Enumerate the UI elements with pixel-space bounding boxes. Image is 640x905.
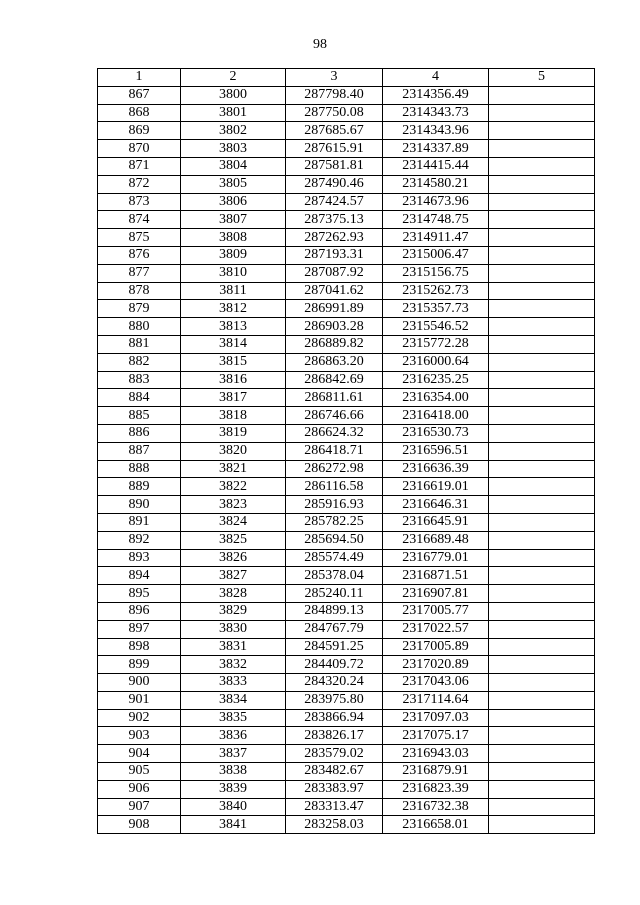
cell-point-number: 907 [98, 798, 181, 816]
cell-vertex-id: 3824 [181, 513, 286, 531]
table-row [98, 140, 595, 158]
table-row [98, 86, 595, 104]
cell-coordinate-x: 286991.89 [286, 300, 383, 318]
cell-vertex-id: 3807 [181, 211, 286, 229]
cell-note [489, 620, 595, 638]
cell-coordinate-y: 2314748.75 [383, 211, 489, 229]
cell-vertex-id: 3818 [181, 407, 286, 425]
cell-point-number: 884 [98, 389, 181, 407]
cell-vertex-id: 3823 [181, 496, 286, 514]
cell-vertex-id: 3839 [181, 780, 286, 798]
cell-point-number: 900 [98, 674, 181, 692]
cell-note [489, 389, 595, 407]
table-row [98, 602, 595, 620]
header-col-3: 3 [286, 69, 383, 87]
cell-coordinate-y: 2314673.96 [383, 193, 489, 211]
cell-coordinate-x: 286811.61 [286, 389, 383, 407]
table-row [98, 513, 595, 531]
cell-vertex-id: 3802 [181, 122, 286, 140]
cell-coordinate-y: 2315772.28 [383, 335, 489, 353]
cell-note [489, 424, 595, 442]
table-row [98, 780, 595, 798]
cell-coordinate-x: 287262.93 [286, 229, 383, 247]
cell-note [489, 104, 595, 122]
table-row [98, 691, 595, 709]
cell-point-number: 873 [98, 193, 181, 211]
cell-note [489, 229, 595, 247]
cell-coordinate-y: 2314415.44 [383, 157, 489, 175]
cell-vertex-id: 3808 [181, 229, 286, 247]
cell-coordinate-y: 2314337.89 [383, 140, 489, 158]
table-row [98, 709, 595, 727]
cell-coordinate-y: 2317005.89 [383, 638, 489, 656]
cell-note [489, 478, 595, 496]
cell-point-number: 906 [98, 780, 181, 798]
cell-coordinate-x: 286842.69 [286, 371, 383, 389]
cell-coordinate-y: 2317097.03 [383, 709, 489, 727]
table-row [98, 674, 595, 692]
cell-vertex-id: 3817 [181, 389, 286, 407]
cell-point-number: 891 [98, 513, 181, 531]
cell-coordinate-x: 283313.47 [286, 798, 383, 816]
cell-vertex-id: 3803 [181, 140, 286, 158]
cell-point-number: 871 [98, 157, 181, 175]
table-row [98, 282, 595, 300]
cell-point-number: 902 [98, 709, 181, 727]
table-header [98, 69, 595, 87]
cell-coordinate-y: 2316823.39 [383, 780, 489, 798]
cell-point-number: 867 [98, 86, 181, 104]
cell-coordinate-y: 2316354.00 [383, 389, 489, 407]
cell-coordinate-y: 2317022.57 [383, 620, 489, 638]
cell-point-number: 905 [98, 763, 181, 781]
cell-note [489, 798, 595, 816]
cell-point-number: 883 [98, 371, 181, 389]
cell-vertex-id: 3840 [181, 798, 286, 816]
cell-vertex-id: 3811 [181, 282, 286, 300]
cell-note [489, 86, 595, 104]
cell-vertex-id: 3816 [181, 371, 286, 389]
cell-coordinate-x: 283258.03 [286, 816, 383, 834]
cell-vertex-id: 3833 [181, 674, 286, 692]
cell-coordinate-y: 2315357.73 [383, 300, 489, 318]
cell-note [489, 264, 595, 282]
cell-vertex-id: 3831 [181, 638, 286, 656]
cell-coordinate-y: 2316779.01 [383, 549, 489, 567]
cell-coordinate-x: 287490.46 [286, 175, 383, 193]
cell-note [489, 602, 595, 620]
cell-vertex-id: 3825 [181, 531, 286, 549]
cell-coordinate-y: 2314343.96 [383, 122, 489, 140]
cell-point-number: 896 [98, 602, 181, 620]
cell-coordinate-y: 2314356.49 [383, 86, 489, 104]
cell-point-number: 879 [98, 300, 181, 318]
cell-coordinate-y: 2317114.64 [383, 691, 489, 709]
cell-coordinate-x: 284409.72 [286, 656, 383, 674]
cell-coordinate-x: 283579.02 [286, 745, 383, 763]
cell-note [489, 460, 595, 478]
cell-coordinate-x: 286624.32 [286, 424, 383, 442]
cell-coordinate-x: 286863.20 [286, 353, 383, 371]
cell-point-number: 888 [98, 460, 181, 478]
cell-coordinate-y: 2316871.51 [383, 567, 489, 585]
cell-point-number: 892 [98, 531, 181, 549]
cell-coordinate-x: 287798.40 [286, 86, 383, 104]
cell-vertex-id: 3813 [181, 318, 286, 336]
cell-point-number: 880 [98, 318, 181, 336]
cell-point-number: 874 [98, 211, 181, 229]
header-col-4: 4 [383, 69, 489, 87]
cell-note [489, 442, 595, 460]
table-row [98, 442, 595, 460]
table-row [98, 816, 595, 834]
cell-point-number: 870 [98, 140, 181, 158]
cell-vertex-id: 3832 [181, 656, 286, 674]
cell-coordinate-x: 286418.71 [286, 442, 383, 460]
cell-coordinate-x: 283482.67 [286, 763, 383, 781]
cell-point-number: 875 [98, 229, 181, 247]
cell-vertex-id: 3821 [181, 460, 286, 478]
cell-coordinate-y: 2314580.21 [383, 175, 489, 193]
cell-coordinate-y: 2316619.01 [383, 478, 489, 496]
table-row [98, 638, 595, 656]
cell-coordinate-x: 285916.93 [286, 496, 383, 514]
cell-coordinate-x: 283383.97 [286, 780, 383, 798]
cell-coordinate-y: 2316636.39 [383, 460, 489, 478]
table-row [98, 478, 595, 496]
cell-coordinate-y: 2316646.31 [383, 496, 489, 514]
cell-vertex-id: 3814 [181, 335, 286, 353]
cell-point-number: 885 [98, 407, 181, 425]
cell-note [489, 638, 595, 656]
cell-coordinate-y: 2315262.73 [383, 282, 489, 300]
cell-coordinate-x: 285574.49 [286, 549, 383, 567]
table-row [98, 157, 595, 175]
table-body [98, 86, 595, 833]
cell-vertex-id: 3826 [181, 549, 286, 567]
cell-vertex-id: 3829 [181, 602, 286, 620]
cell-coordinate-x: 287615.91 [286, 140, 383, 158]
cell-coordinate-y: 2316596.51 [383, 442, 489, 460]
table-row [98, 798, 595, 816]
table-row [98, 193, 595, 211]
cell-note [489, 567, 595, 585]
cell-coordinate-y: 2317005.77 [383, 602, 489, 620]
cell-note [489, 282, 595, 300]
table-row [98, 104, 595, 122]
cell-note [489, 211, 595, 229]
cell-coordinate-x: 284591.25 [286, 638, 383, 656]
cell-note [489, 763, 595, 781]
cell-coordinate-y: 2317043.06 [383, 674, 489, 692]
cell-coordinate-y: 2314911.47 [383, 229, 489, 247]
cell-note [489, 549, 595, 567]
cell-note [489, 335, 595, 353]
table-row [98, 264, 595, 282]
table-row [98, 460, 595, 478]
cell-coordinate-x: 283866.94 [286, 709, 383, 727]
cell-vertex-id: 3805 [181, 175, 286, 193]
table-row [98, 585, 595, 603]
table-row [98, 496, 595, 514]
table-row [98, 246, 595, 264]
cell-coordinate-x: 287041.62 [286, 282, 383, 300]
cell-coordinate-x: 283826.17 [286, 727, 383, 745]
cell-coordinate-y: 2316418.00 [383, 407, 489, 425]
table-row [98, 229, 595, 247]
cell-coordinate-y: 2316689.48 [383, 531, 489, 549]
cell-note [489, 727, 595, 745]
cell-point-number: 878 [98, 282, 181, 300]
cell-vertex-id: 3838 [181, 763, 286, 781]
header-col-2: 2 [181, 69, 286, 87]
cell-note [489, 656, 595, 674]
cell-point-number: 901 [98, 691, 181, 709]
cell-coordinate-x: 287193.31 [286, 246, 383, 264]
table-row [98, 620, 595, 638]
cell-coordinate-y: 2316943.03 [383, 745, 489, 763]
cell-vertex-id: 3801 [181, 104, 286, 122]
cell-point-number: 895 [98, 585, 181, 603]
cell-point-number: 903 [98, 727, 181, 745]
cell-vertex-id: 3806 [181, 193, 286, 211]
cell-coordinate-y: 2316000.64 [383, 353, 489, 371]
cell-vertex-id: 3837 [181, 745, 286, 763]
cell-vertex-id: 3820 [181, 442, 286, 460]
cell-point-number: 868 [98, 104, 181, 122]
cell-note [489, 585, 595, 603]
cell-vertex-id: 3810 [181, 264, 286, 282]
header-col-1: 1 [98, 69, 181, 87]
table-row [98, 318, 595, 336]
cell-point-number: 876 [98, 246, 181, 264]
cell-coordinate-x: 284767.79 [286, 620, 383, 638]
header-col-5: 5 [489, 69, 595, 87]
cell-coordinate-x: 287087.92 [286, 264, 383, 282]
cell-vertex-id: 3827 [181, 567, 286, 585]
header-row [98, 69, 595, 87]
cell-note [489, 353, 595, 371]
cell-note [489, 300, 595, 318]
table-row [98, 531, 595, 549]
table-row [98, 727, 595, 745]
cell-coordinate-y: 2316658.01 [383, 816, 489, 834]
cell-note [489, 691, 595, 709]
cell-note [489, 745, 595, 763]
cell-coordinate-x: 286272.98 [286, 460, 383, 478]
cell-point-number: 877 [98, 264, 181, 282]
cell-note [489, 407, 595, 425]
cell-coordinate-y: 2315156.75 [383, 264, 489, 282]
cell-vertex-id: 3830 [181, 620, 286, 638]
cell-coordinate-x: 285782.25 [286, 513, 383, 531]
cell-coordinate-x: 284899.13 [286, 602, 383, 620]
cell-note [489, 193, 595, 211]
cell-note [489, 780, 595, 798]
cell-coordinate-y: 2316530.73 [383, 424, 489, 442]
cell-note [489, 513, 595, 531]
cell-coordinate-x: 285240.11 [286, 585, 383, 603]
cell-point-number: 889 [98, 478, 181, 496]
cell-vertex-id: 3804 [181, 157, 286, 175]
table-row [98, 567, 595, 585]
cell-coordinate-x: 283975.80 [286, 691, 383, 709]
cell-note [489, 709, 595, 727]
cell-point-number: 904 [98, 745, 181, 763]
table-row [98, 353, 595, 371]
table-row [98, 122, 595, 140]
table-row [98, 389, 595, 407]
table-row [98, 656, 595, 674]
cell-coordinate-x: 286116.58 [286, 478, 383, 496]
cell-vertex-id: 3822 [181, 478, 286, 496]
cell-point-number: 881 [98, 335, 181, 353]
cell-coordinate-y: 2314343.73 [383, 104, 489, 122]
cell-note [489, 246, 595, 264]
cell-point-number: 899 [98, 656, 181, 674]
cell-vertex-id: 3835 [181, 709, 286, 727]
cell-point-number: 894 [98, 567, 181, 585]
cell-coordinate-y: 2315546.52 [383, 318, 489, 336]
cell-coordinate-x: 286903.28 [286, 318, 383, 336]
cell-coordinate-x: 286746.66 [286, 407, 383, 425]
cell-coordinate-x: 287375.13 [286, 211, 383, 229]
cell-coordinate-y: 2316879.91 [383, 763, 489, 781]
table-row [98, 300, 595, 318]
cell-note [489, 157, 595, 175]
cell-note [489, 140, 595, 158]
cell-point-number: 908 [98, 816, 181, 834]
cell-coordinate-x: 285694.50 [286, 531, 383, 549]
page-number: 98 [313, 37, 327, 52]
cell-vertex-id: 3834 [181, 691, 286, 709]
cell-coordinate-y: 2315006.47 [383, 246, 489, 264]
cell-point-number: 872 [98, 175, 181, 193]
cell-vertex-id: 3800 [181, 86, 286, 104]
cell-note [489, 175, 595, 193]
cell-point-number: 886 [98, 424, 181, 442]
table-row [98, 549, 595, 567]
cell-vertex-id: 3828 [181, 585, 286, 603]
cell-coordinate-y: 2317075.17 [383, 727, 489, 745]
cell-coordinate-x: 284320.24 [286, 674, 383, 692]
cell-note [489, 371, 595, 389]
table-row [98, 335, 595, 353]
cell-coordinate-x: 286889.82 [286, 335, 383, 353]
cell-coordinate-x: 287581.81 [286, 157, 383, 175]
cell-note [489, 318, 595, 336]
cell-point-number: 893 [98, 549, 181, 567]
cell-note [489, 816, 595, 834]
cell-point-number: 882 [98, 353, 181, 371]
cell-point-number: 887 [98, 442, 181, 460]
cell-coordinate-y: 2316645.91 [383, 513, 489, 531]
table-row [98, 211, 595, 229]
cell-coordinate-x: 287424.57 [286, 193, 383, 211]
cell-coordinate-y: 2316732.38 [383, 798, 489, 816]
cell-vertex-id: 3841 [181, 816, 286, 834]
cell-vertex-id: 3819 [181, 424, 286, 442]
cell-coordinate-y: 2316235.25 [383, 371, 489, 389]
table-row [98, 371, 595, 389]
cell-coordinate-x: 285378.04 [286, 567, 383, 585]
cell-vertex-id: 3809 [181, 246, 286, 264]
cell-point-number: 897 [98, 620, 181, 638]
cell-point-number: 898 [98, 638, 181, 656]
cell-vertex-id: 3815 [181, 353, 286, 371]
coordinates-table [97, 68, 595, 834]
cell-point-number: 890 [98, 496, 181, 514]
table-row [98, 424, 595, 442]
table-row [98, 763, 595, 781]
cell-note [489, 531, 595, 549]
cell-note [489, 496, 595, 514]
cell-coordinate-y: 2317020.89 [383, 656, 489, 674]
cell-coordinate-x: 287685.67 [286, 122, 383, 140]
cell-vertex-id: 3812 [181, 300, 286, 318]
table-row [98, 745, 595, 763]
table-row [98, 407, 595, 425]
cell-coordinate-x: 287750.08 [286, 104, 383, 122]
cell-note [489, 122, 595, 140]
cell-coordinate-y: 2316907.81 [383, 585, 489, 603]
cell-vertex-id: 3836 [181, 727, 286, 745]
cell-note [489, 674, 595, 692]
table-row [98, 175, 595, 193]
cell-point-number: 869 [98, 122, 181, 140]
